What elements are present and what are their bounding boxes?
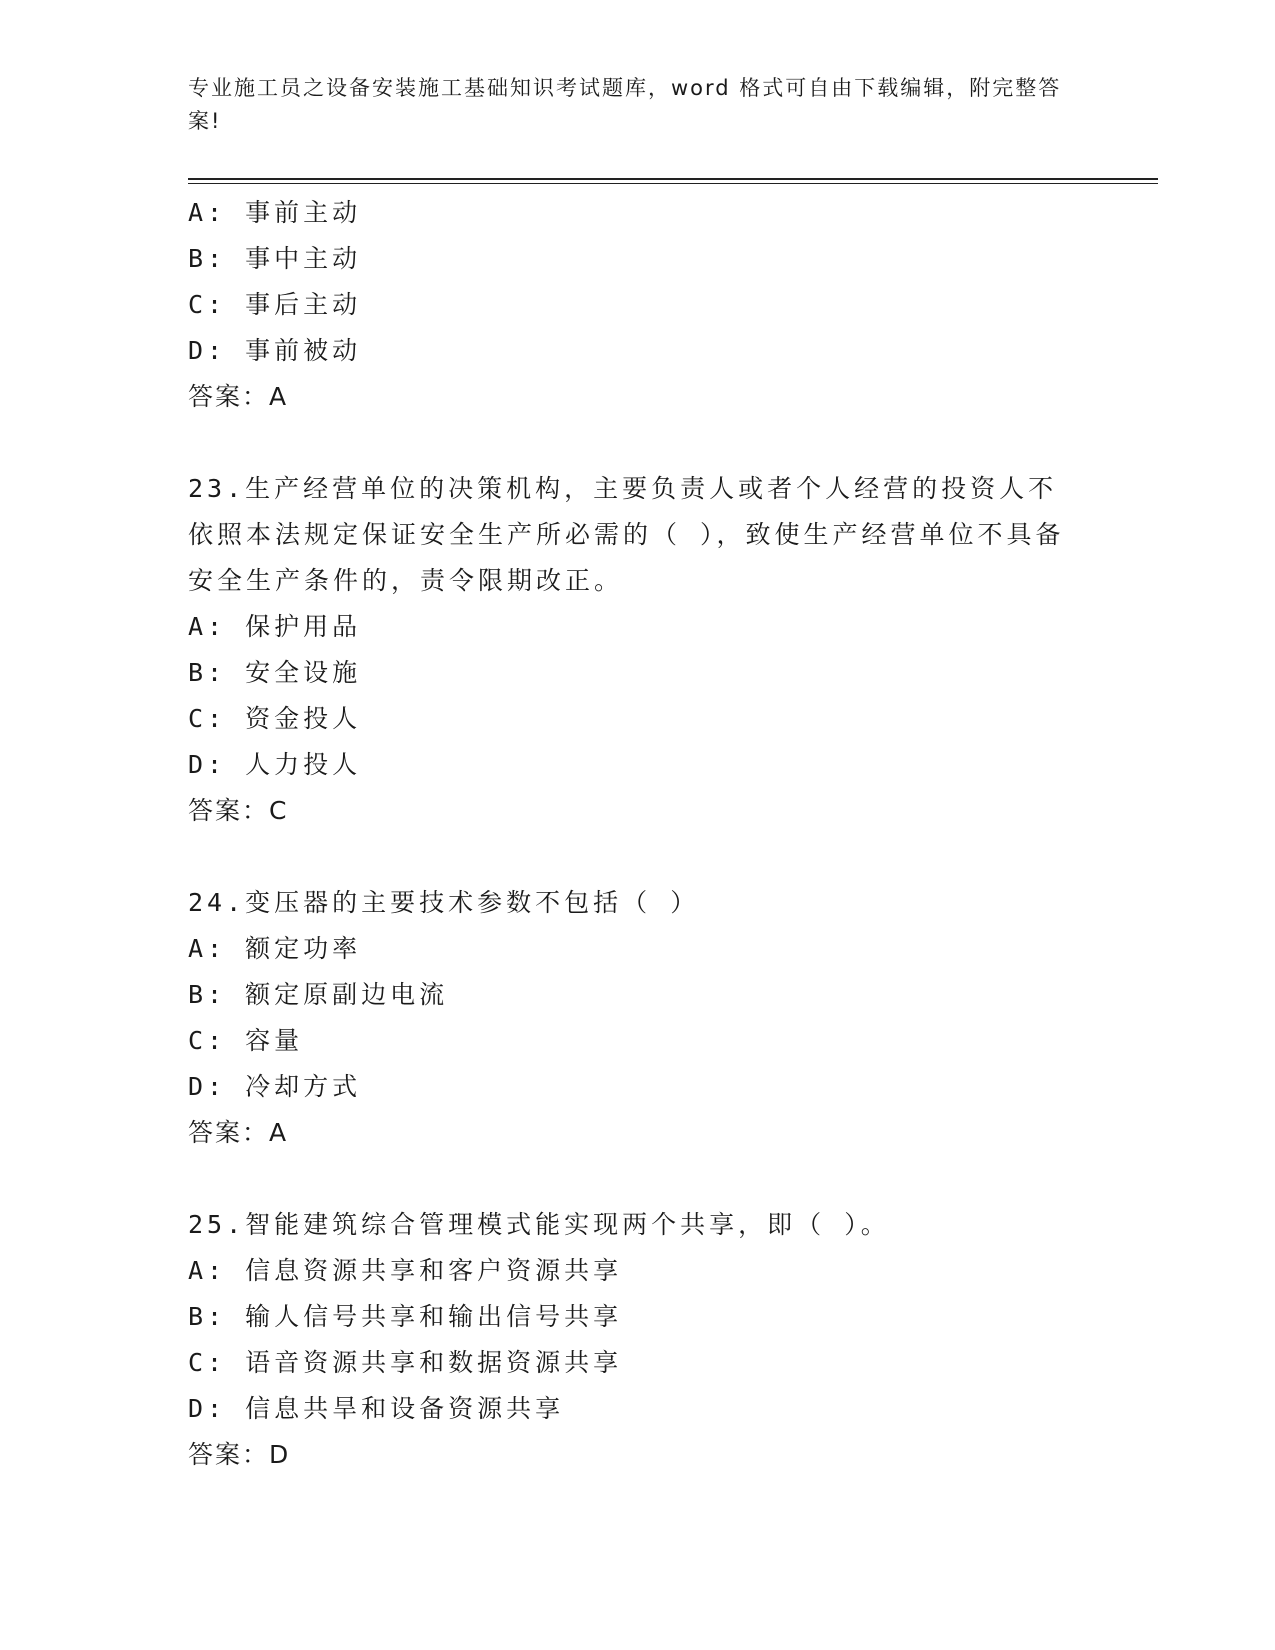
option-d: D: 冷却方式 [188, 1072, 362, 1101]
option-b: B: 安全设施 [188, 658, 362, 687]
answer-label: 答案： [188, 1440, 270, 1469]
option-b: B: 输人信号共享和输出信号共享 [188, 1302, 623, 1331]
question-stem: 23.生产经营单位的决策机构，主要负责人或者个人经营的投资人不依照本法规定保证安全生产所必需的（ ），致使生产经营单位不具备安全生产条件的，责令限期改正。 [188, 474, 1065, 595]
answer-label: 答案： [188, 1118, 270, 1147]
option-d: D: 信息共旱和设备资源共享 [188, 1394, 565, 1423]
question-23 [188, 466, 1078, 834]
option-a: A: 事前主动 [188, 198, 362, 227]
answer-value: D [269, 1440, 290, 1469]
header-divider [188, 178, 1158, 180]
document-header [188, 72, 1068, 138]
question-stem: 24.变压器的主要技术参数不包括（ ） [188, 888, 700, 917]
answer-value: C [269, 796, 288, 825]
option-a: A: 信息资源共享和客户资源共享 [188, 1256, 623, 1285]
question-24 [188, 880, 1078, 1156]
option-b: B: 事中主动 [188, 244, 362, 273]
option-b: B: 额定原副边电流 [188, 980, 449, 1009]
answer-value: A [269, 382, 288, 411]
header-title: 专业施工员之设备安装施工基础知识考试题库，word 格式可自由下载编辑，附完整答案! [188, 76, 1062, 133]
answer-label: 答案： [188, 796, 270, 825]
question-list [188, 190, 1078, 1478]
option-d: D: 人力投人 [188, 750, 362, 779]
question-stem: 25.智能建筑综合管理模式能实现两个共享，即（ ）。 [188, 1210, 890, 1239]
answer-value: A [269, 1118, 288, 1147]
header-divider-thin [188, 183, 1158, 184]
answer-line [188, 1432, 1078, 1478]
answer-line [188, 374, 1078, 420]
option-c: C: 资金投人 [188, 704, 362, 733]
question-22-continued [188, 190, 1078, 420]
option-a: A: 保护用品 [188, 612, 362, 641]
question-25 [188, 1202, 1078, 1478]
option-c: C: 容量 [188, 1026, 304, 1055]
option-a: A: 额定功率 [188, 934, 362, 963]
answer-label: 答案： [188, 382, 270, 411]
option-c: C: 事后主动 [188, 290, 362, 319]
option-d: D: 事前被动 [188, 336, 362, 365]
option-c: C: 语音资源共享和数据资源共享 [188, 1348, 623, 1377]
answer-line [188, 788, 1078, 834]
answer-line [188, 1110, 1078, 1156]
